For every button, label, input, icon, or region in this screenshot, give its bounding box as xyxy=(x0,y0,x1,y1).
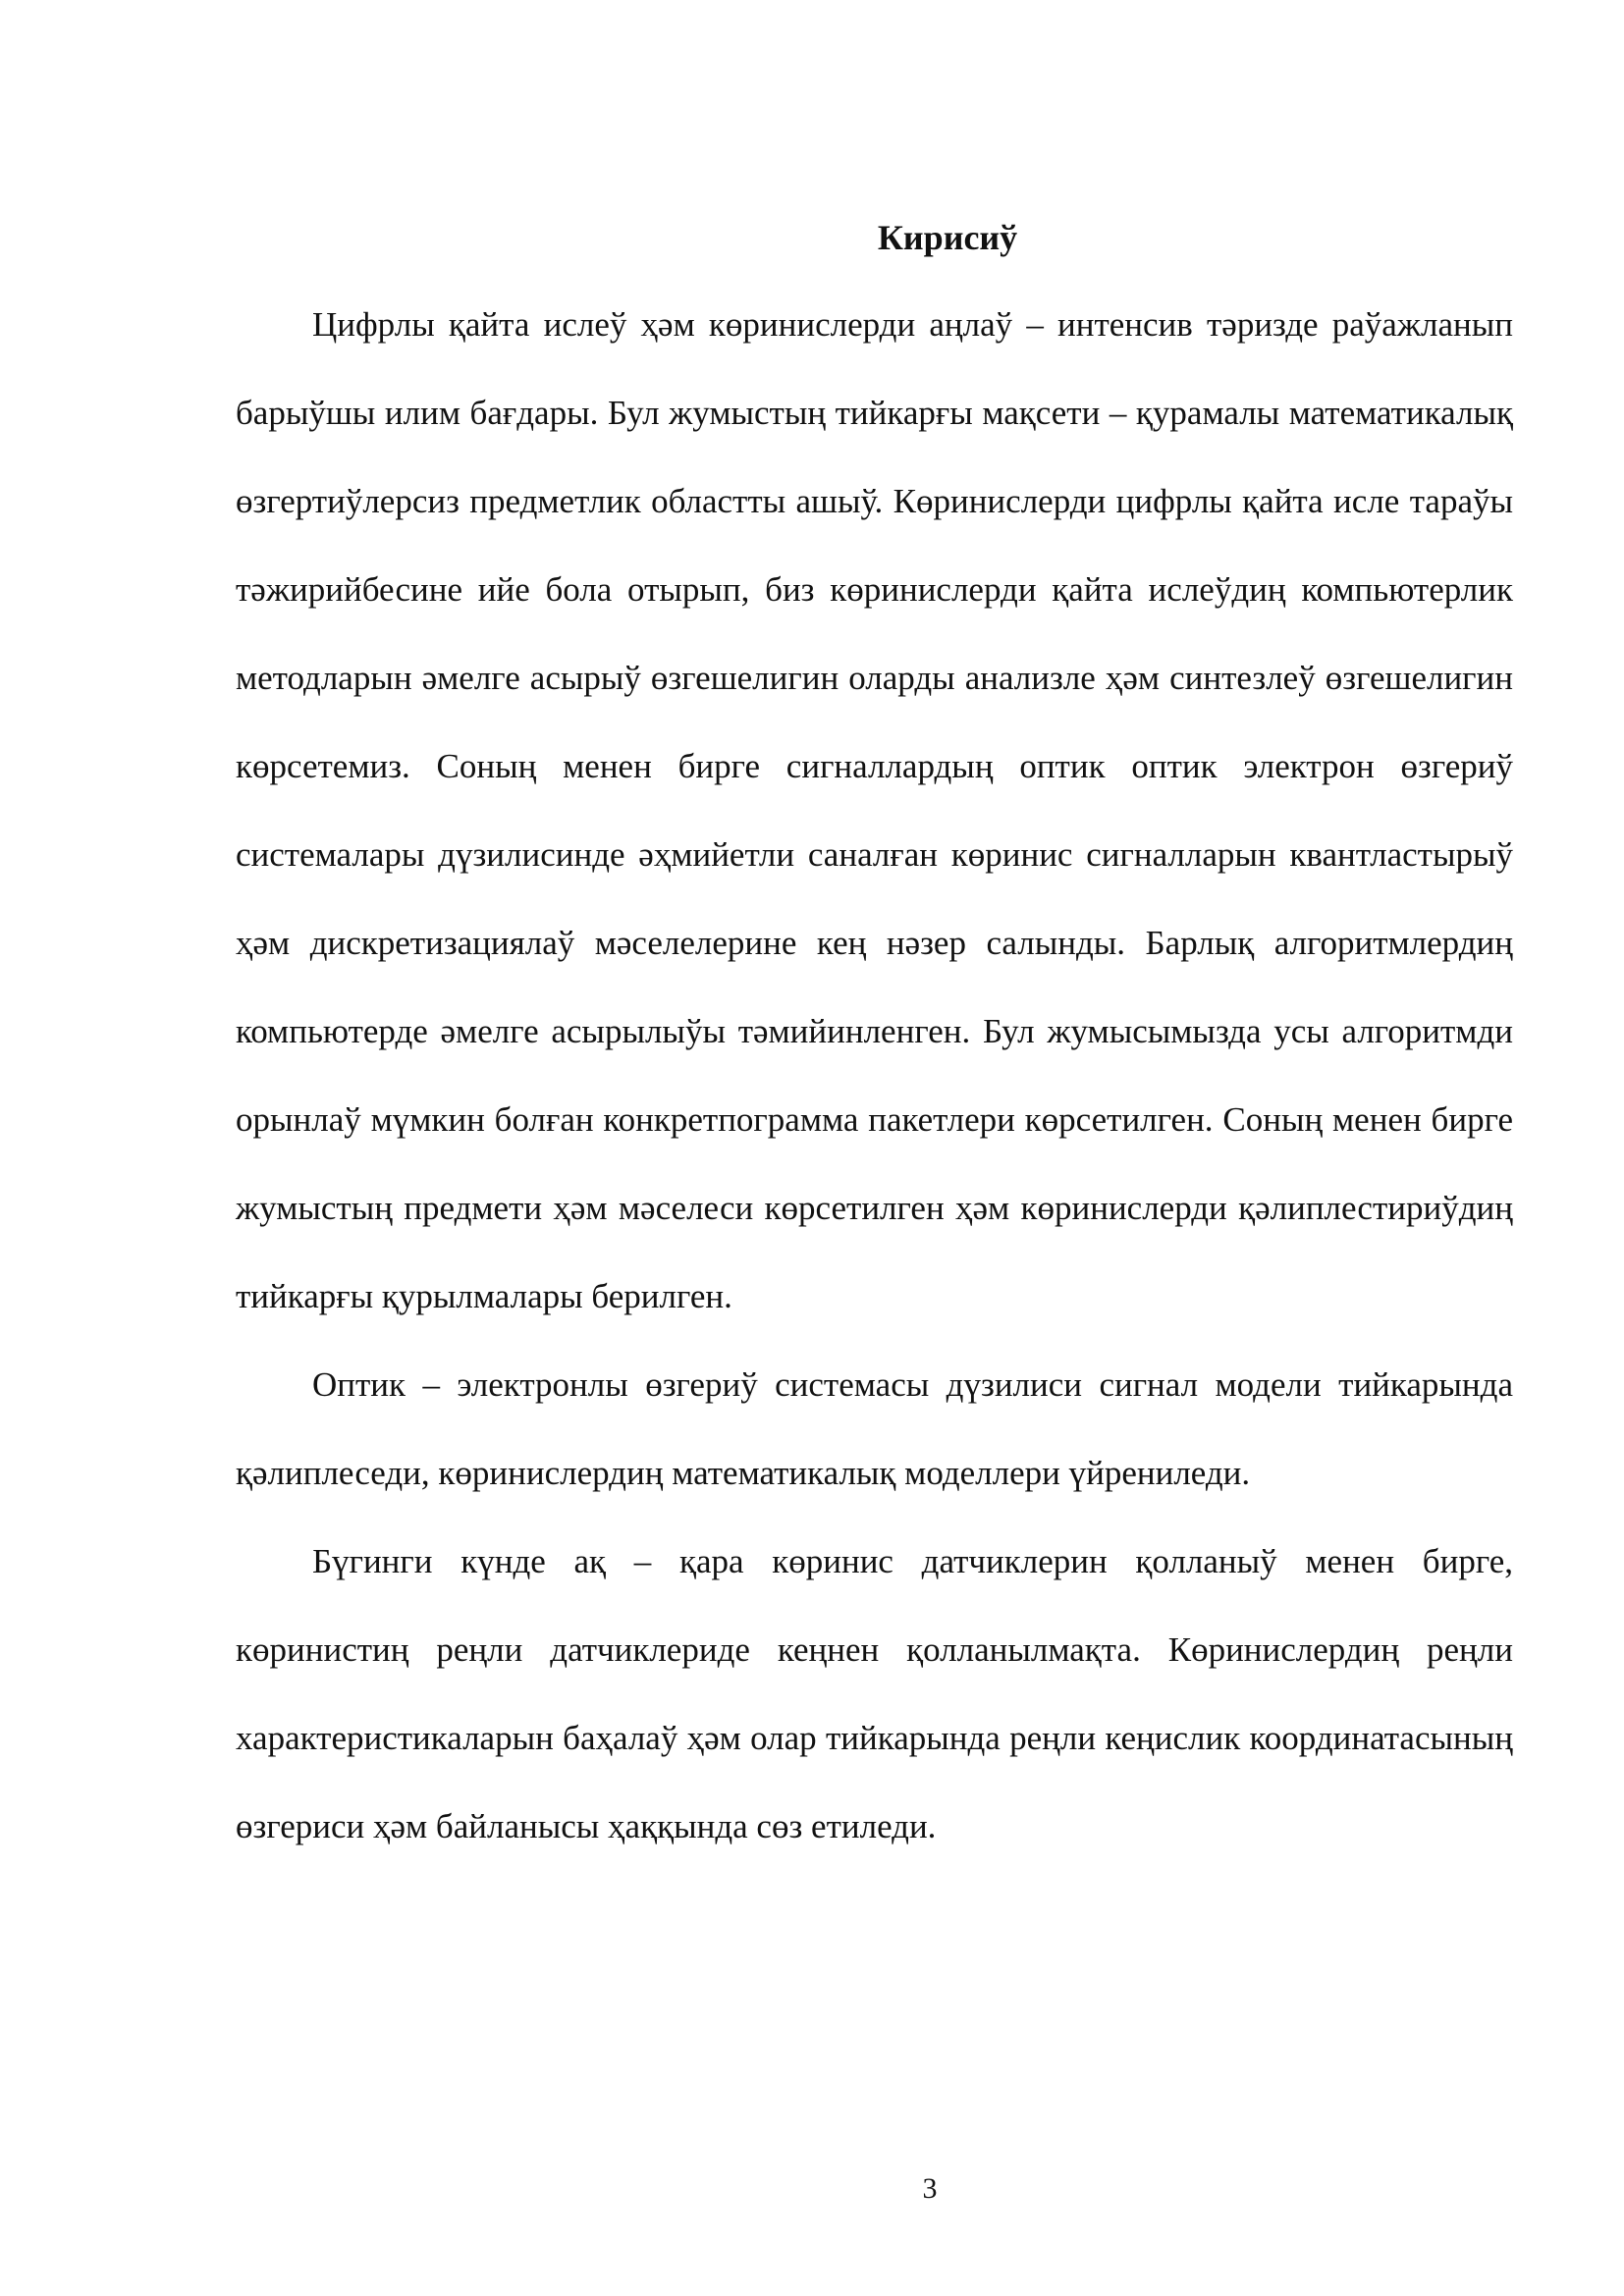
page-number: 3 xyxy=(922,2172,938,2205)
paragraph-3: Бүгинги күнде ақ – қара көринис датчиклерин қолланыў менен бирге, көринистиң реңли датчиклериде кеңнен қолланылмақта. Көринислердиң реңли характеристикаларын баҳалаў ҳәм олар тийкарында реңли кеңислик координатасының өзгериси ҳәм байланысы ҳаққында сөз етиледи. xyxy=(236,1542,1513,1845)
paragraph-1: Цифрлы қайта ислеў ҳәм көринислерди аңлаў – интенсив тәризде раўажланып барыўшы илим бағдары. Бул жумыстың тийкарғы мақсети – қурамалы математикалық өзгертиўлерсиз предметлик областты ашыў. Көринислерди цифрлы қайта исле тараўы тәжирийбесине ийе бола отырып, биз көринислерди қайта ислеўдиң компьютерлик методларын әмелге асырыў өзгешелигин оларды анализле ҳәм синтезлеў өзгешелигин көрсетемиз. Соның менен бирге сигналлардың оптик оптик электрон өзгериў системалары дүзилисинде әҳмийетли саналған көринис сигналларын квантластырыў ҳәм дискретизациялаў мәселелерине кең нәзер салынды. Барлық алгоритмлердиң компьютерде әмелге асырылыўы тәмийинленген. Бул жумысымызда усы алгоритмди орынлаў мүмкин болған конкретпограмма пакетлери көрсетилген. Соның менен бирге жумыстың предмети ҳәм мәселеси көрсетилген ҳәм көринислерди қәлиплестириўдиң тийкарғы қурылмалары берилген. xyxy=(236,305,1513,1315)
section-heading: Кирисиў xyxy=(877,218,1018,257)
paragraph-2: Оптик – электронлы өзгериў системасы дүзилиси сигнал модели тийкарында қәлиплеседи, көринислердиң математикалық моделлери үйрениледи. xyxy=(236,1365,1513,1492)
body-text xyxy=(236,281,1513,1871)
